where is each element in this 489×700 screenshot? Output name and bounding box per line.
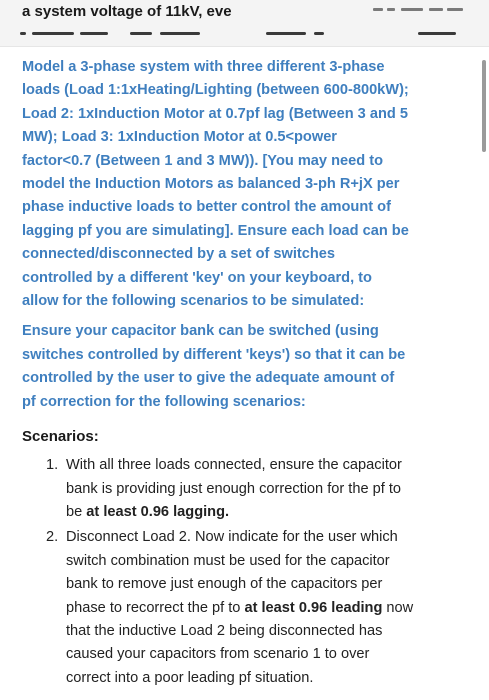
instructions-paragraph <box>22 56 462 313</box>
text-line: allow for the following scenarios to be simulated: <box>22 293 365 310</box>
bold-requirement: at least 0.96 leading <box>244 599 383 616</box>
list-number: 2. <box>46 529 59 546</box>
text-line: bank to remove just enough of the capacitors per <box>66 576 383 593</box>
cropped-text-fragment <box>373 8 463 12</box>
text-line: connected/disconnected by a set of switches <box>22 246 336 263</box>
text-line: Disconnect Load 2. Now indicate for the user which <box>66 529 398 546</box>
text-line: With all three loads connected, ensure the capacitor <box>66 457 402 474</box>
bold-requirement: at least 0.96 lagging. <box>86 503 230 520</box>
text-line: model the Induction Motors as balanced 3-ph R+jX per <box>22 176 400 193</box>
capacitor-paragraph <box>22 320 462 414</box>
text-line: Ensure your capacitor bank can be switched (using <box>22 323 379 340</box>
text-run: be <box>66 503 87 520</box>
text-line: Model a 3-phase system with three different 3-phase <box>22 59 385 75</box>
text-line: switch combination must be used for the capacitor <box>66 552 390 569</box>
text-line: loads (Load 1:1xHeating/Lighting (between 600-800kW); <box>22 82 409 99</box>
text-line: factor<0.7 (Between 1 and 3 MW)). [You may need to <box>22 152 383 169</box>
text-run: now <box>382 599 414 616</box>
text-line: caused your capacitors from scenario 1 to over <box>66 646 370 663</box>
text-line: correct into a poor leading pf situation. <box>66 669 314 686</box>
question-content <box>22 56 462 690</box>
cropped-header <box>0 0 489 47</box>
text-line: that the inductive Load 2 being disconnected has <box>66 622 383 639</box>
scenario-item-1 <box>46 454 466 524</box>
text-line <box>66 597 466 620</box>
text-line: controlled by a different 'key' on your keyboard, to <box>22 269 372 286</box>
list-number: 1. <box>46 457 59 474</box>
text-line: bank is providing just enough correction for the pf to <box>66 480 402 497</box>
text-line: Load 2: 1xInduction Motor at 0.7pf lag (Between 3 and 5 <box>22 105 408 122</box>
text-line: MW); Load 3: 1xInduction Motor at 0.5<power <box>22 129 337 146</box>
scenario-item-2 <box>46 526 466 690</box>
text-line: phase inductive loads to better control the amount of <box>22 199 391 216</box>
text-line: pf correction for the following scenarios: <box>22 393 306 410</box>
scrollbar[interactable] <box>482 60 486 152</box>
text-line: controlled by the user to give the adequate amount of <box>22 370 395 387</box>
text-line: switches controlled by different 'keys') so that it can be <box>22 346 406 363</box>
text-line <box>66 501 466 524</box>
text-line: lagging pf you are simulating]. Ensure each load can be <box>22 222 409 239</box>
scenarios-heading: Scenarios: <box>22 428 99 446</box>
text-run: phase to recorrect the pf to <box>66 599 245 616</box>
cropped-second-line <box>20 26 468 38</box>
cropped-top-text: a system voltage of 11kV, eve <box>22 3 232 20</box>
